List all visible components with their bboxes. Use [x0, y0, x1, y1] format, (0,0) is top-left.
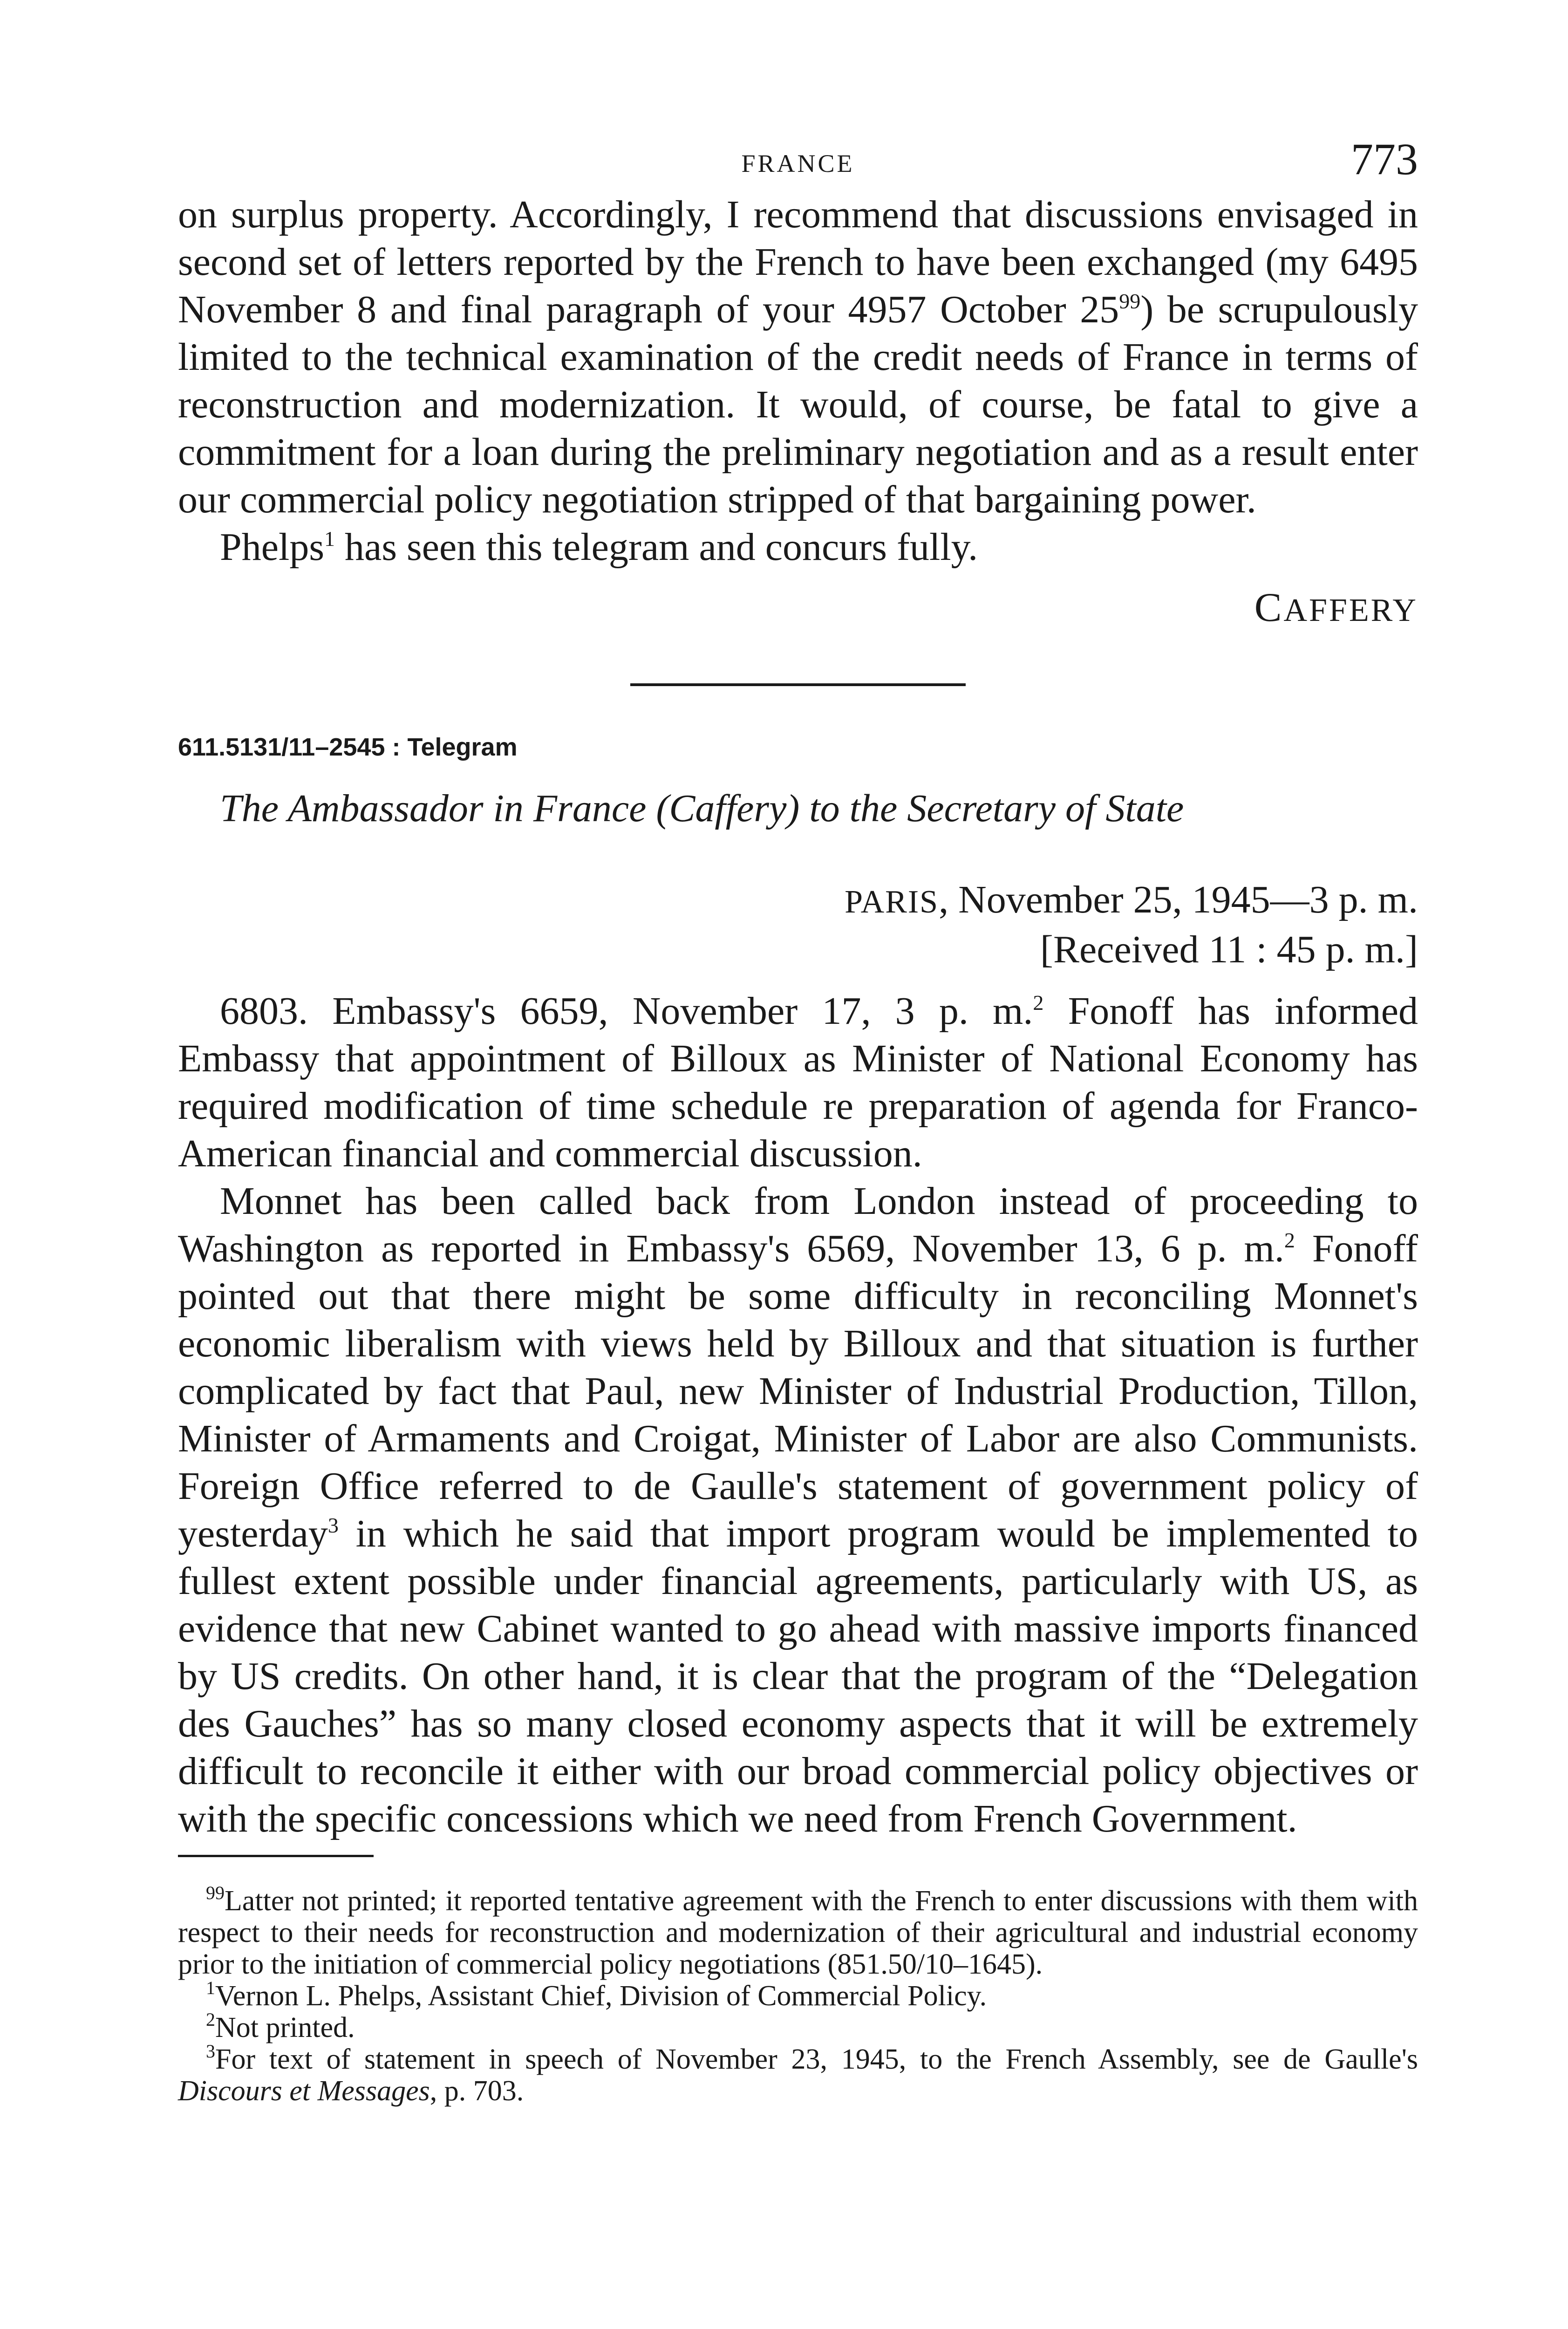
footnotes	[178, 1882, 1418, 2107]
footnote-book-title: Discours et Messages	[178, 2075, 430, 2107]
page-number: 773	[1351, 134, 1418, 184]
footnote-text: Latter not printed; it reported tentative agreement with the French to enter discussions with them with respect to their needs for reconstruction and modernization of their agricultural and industrial economy prior to the initiation of commercial policy negotiations (851.50/10–1645).	[178, 1885, 1418, 1980]
paragraph-text: in which he said that import program would be implemented to fullest extent possible under financial agreements, particularly with US, as evidence that new Cabinet wanted to go ahead with massive imports financed by US credits. On other hand, it is clear that the program of the “Delegation des Gauches” has so many closed economy aspects that it will be extremely difficult to reconcile it either with our broad commercial policy objectives or with the specific concessions which we need from French Government.	[178, 1512, 1418, 1840]
footnote-text: , p. 703.	[429, 2075, 524, 2107]
footnote-mark: 2	[206, 2009, 215, 2030]
heading-text: ) to the Secretary of State	[786, 787, 1184, 830]
dateline-place: PARIS	[845, 884, 939, 920]
section-divider	[630, 683, 966, 686]
body-paragraph	[178, 1178, 1418, 1843]
footnote	[178, 1977, 1418, 2012]
paragraph-text: Phelps	[220, 525, 325, 569]
dateline-received: [Received 11 : 45 p. m.]	[1040, 928, 1418, 971]
footnote	[178, 1882, 1418, 1980]
running-head	[178, 130, 1418, 191]
telegram-body	[178, 987, 1418, 1843]
dateline-place-date	[178, 876, 1418, 926]
body-paragraph	[178, 987, 1418, 1178]
footnote-text: For text of statement in speech of November 23, 1945, to the French Assembly, see de Gaulle's	[215, 2043, 1418, 2075]
paragraph-text: 6803. Embassy's 6659, November 17, 3 p. m.	[220, 989, 1033, 1033]
paragraph-text: ) be scrupulously limited to the technical examination of the credit needs of France in terms of reconstruction and modernization. It would, of course, be fatal to give a commitment for a loan during the preliminary negotiation and as a result enter our commercial policy negotiation stripped of that bargaining power.	[178, 288, 1418, 521]
footnote-mark: 3	[206, 2041, 215, 2062]
dateline-date: , November 25, 1945—3 p. m.	[939, 878, 1418, 921]
paragraph-text: Fonoff pointed out that there might be some difficulty in reconciling Monnet's economic liberalism with views held by Billoux and that situation is further complicated by fact that Paul, new Minister of Industrial Production, Tillon, Minister of Armaments and Croigat, Minister of Labor are also Communists. Foreign Office referred to de Gaulle's statement of government policy of yesterday	[178, 1227, 1418, 1555]
footnote-mark: 1	[206, 1977, 215, 1998]
heading-text: The Ambassador in France (	[220, 787, 669, 830]
heading-name: Caffery	[669, 787, 787, 830]
footnote-text: Vernon L. Phelps, Assistant Chief, Division of Commercial Policy.	[215, 1980, 987, 2012]
footnote-ref: 99	[1119, 289, 1141, 313]
document-page	[178, 130, 1418, 2107]
footnote-ref: 3	[327, 1513, 339, 1537]
paragraph-text: has seen this telegram and concurs fully.	[335, 525, 978, 569]
footnote-ref: 2	[1033, 991, 1044, 1015]
concurrence-paragraph	[178, 524, 1418, 571]
footnote-divider	[178, 1855, 374, 1857]
footnote	[178, 2009, 1418, 2043]
footnote	[178, 2043, 1418, 2107]
footnote-mark: 99	[206, 1882, 225, 1903]
continued-paragraph	[178, 191, 1418, 524]
document-heading	[178, 785, 1418, 832]
paragraph-text: on surplus property. Accordingly, I recommend that discussions envisaged in second set of letters reported by the French to have been exchanged (my 6495 November 8 and final paragraph of your 4957 October 25	[178, 193, 1418, 331]
footnote-text: Not printed.	[215, 2012, 355, 2043]
signature	[178, 584, 1418, 631]
file-reference: 611.5131/11–2545 : Telegram	[178, 733, 518, 761]
footnote-ref: 1	[324, 527, 335, 551]
signature-initial: C	[1254, 585, 1284, 630]
running-title: FRANCE	[741, 150, 855, 177]
paragraph-text: Fonoff has informed Embassy that appointment of Billoux as Minister of National Economy has required modification of time schedule re preparation of agenda for Franco-American financial and commercial discussion.	[178, 989, 1418, 1175]
paragraph-text: Monnet has been called back from London instead of proceeding to Washington as reported in Embassy's 6569, November 13, 6 p. m.	[178, 1179, 1418, 1270]
footnote-ref: 2	[1284, 1228, 1295, 1252]
signature-rest: AFFERY	[1283, 592, 1418, 628]
dateline	[178, 876, 1418, 974]
